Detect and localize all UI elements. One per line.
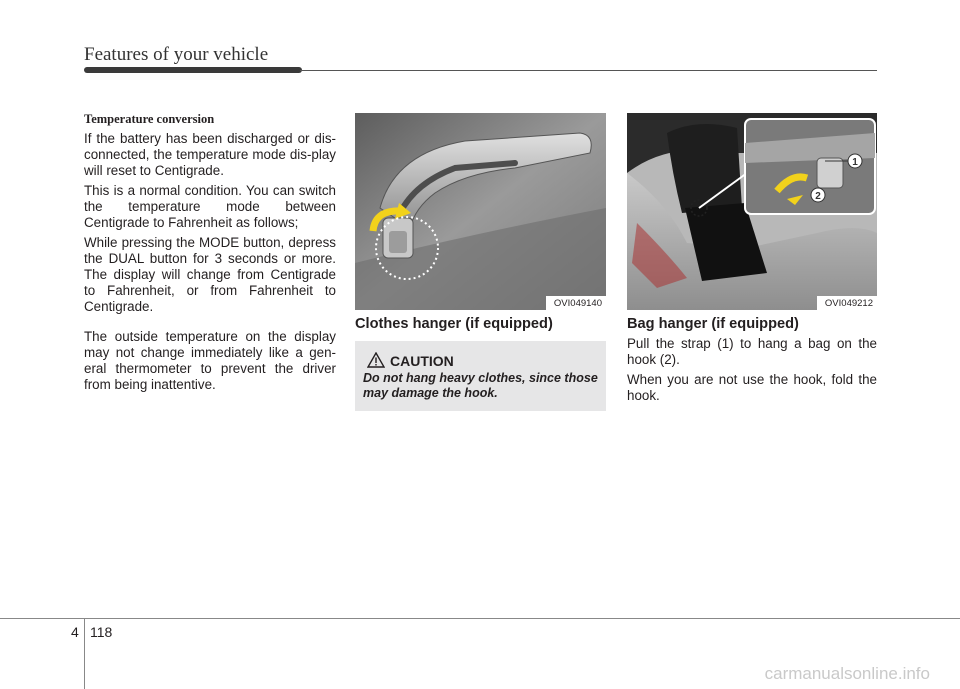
paragraph: While pressing the MODE button, depress the DUAL button for 3 seconds or more. The display will change from Centigrade to Fahrenheit, or from Fahrenheit to Centigrade. bbox=[84, 235, 336, 314]
caution-text: Do not hang heavy clothes, since those may damage the hook. bbox=[363, 371, 598, 400]
page-header-title: Features of your vehicle bbox=[84, 44, 269, 65]
watermark: carmanualsonline.info bbox=[764, 664, 930, 683]
subheading-temperature-conversion: Temperature conversion bbox=[84, 112, 215, 126]
footer-divider bbox=[84, 618, 85, 689]
clothes-hanger-title: Clothes hanger (if equipped) bbox=[355, 316, 553, 332]
footer-rule bbox=[0, 618, 960, 619]
paragraph: The outside temperature on the display may not change immediately like a gen-eral thermometer to prevent the driver from being inattentive. bbox=[84, 329, 336, 392]
left-column bbox=[84, 111, 336, 397]
caution-heading: CAUTION bbox=[390, 353, 454, 369]
paragraph: Pull the strap (1) to hang a bag on the hook (2). bbox=[627, 336, 877, 367]
image-code: OVI049212 bbox=[817, 296, 877, 310]
paragraph: If the battery has been discharged or dis-connected, the temperature mode dis-play will reset to Centigrade. bbox=[84, 131, 336, 178]
paragraph: This is a normal condition. You can switch the temperature mode between Centigrade to Fahrenheit as follows; bbox=[84, 183, 336, 230]
chapter-number: 4 bbox=[71, 624, 79, 640]
image-code: OVI049140 bbox=[546, 296, 606, 310]
header-rule bbox=[300, 70, 877, 71]
bag-hanger-photo bbox=[627, 113, 877, 310]
callout-2: 2 bbox=[815, 191, 821, 202]
right-column bbox=[627, 336, 877, 408]
header-bar bbox=[84, 67, 302, 73]
page-number: 118 bbox=[90, 624, 113, 640]
warning-triangle-icon bbox=[367, 352, 385, 368]
caution-box bbox=[355, 341, 606, 411]
bag-hanger-title: Bag hanger (if equipped) bbox=[627, 316, 799, 332]
callout-1: 1 bbox=[852, 157, 858, 168]
clothes-hanger-photo bbox=[355, 113, 606, 310]
paragraph: When you are not use the hook, fold the hook. bbox=[627, 372, 877, 403]
